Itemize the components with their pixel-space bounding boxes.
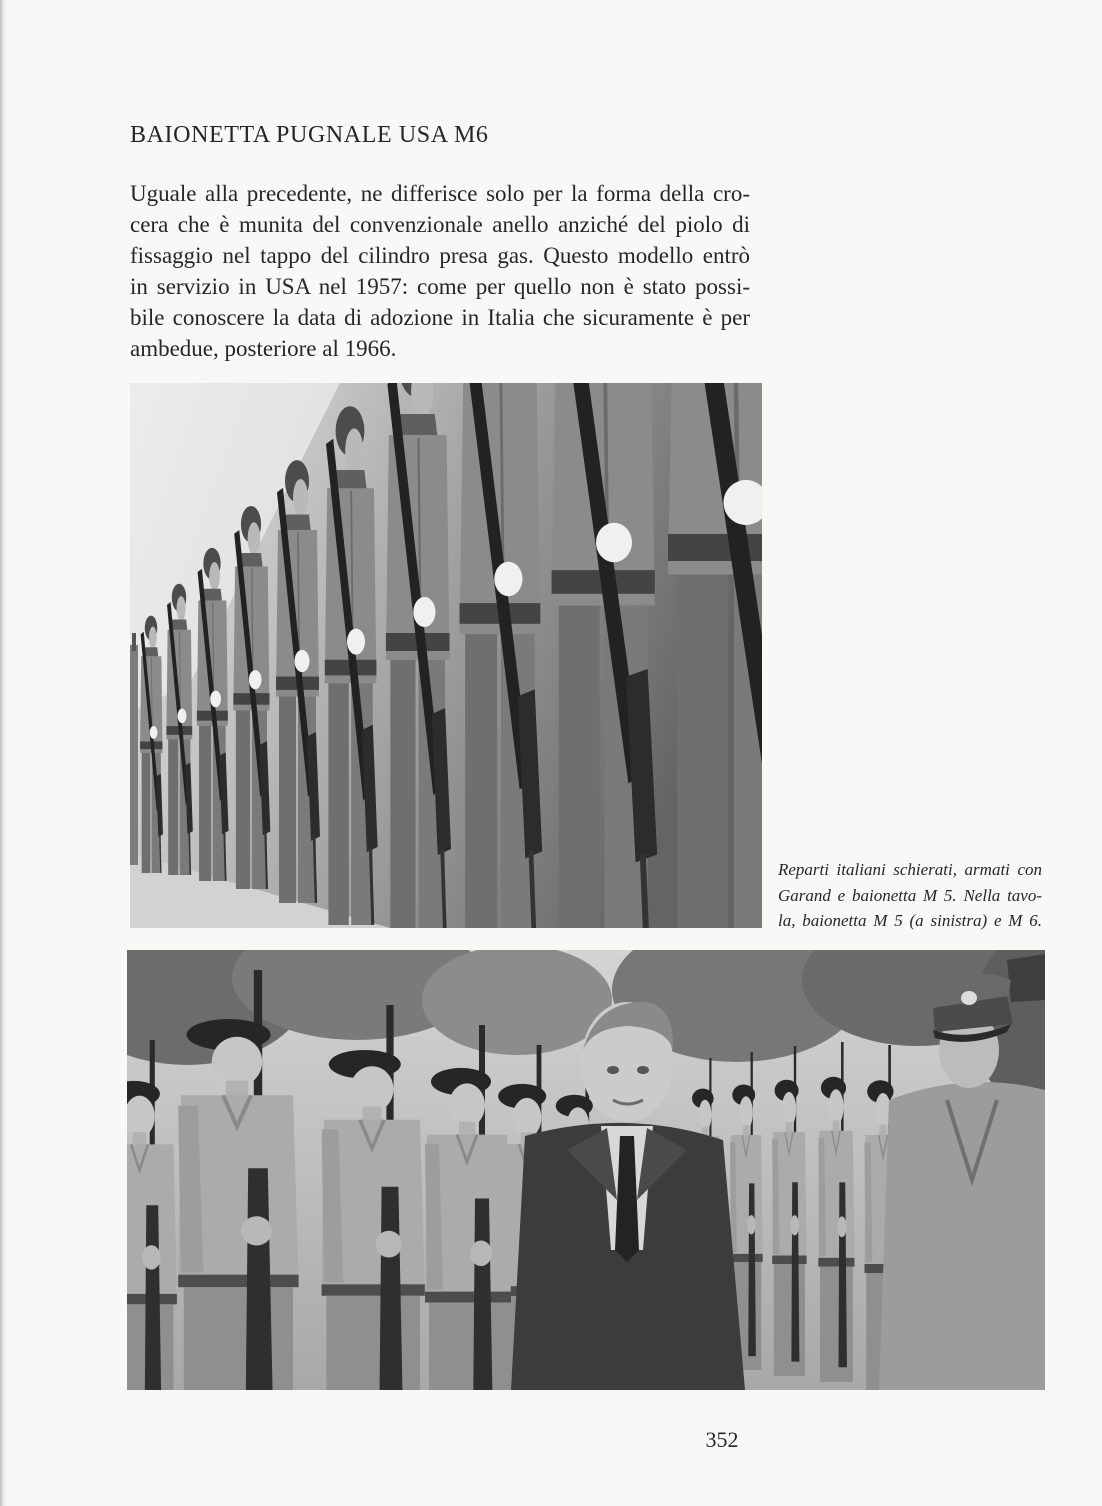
photo-caption [778, 857, 1042, 934]
paragraph-line: Uguale alla precedente, ne differisce solo per la forma della cro- [130, 181, 750, 206]
body-paragraph [130, 178, 750, 364]
distant-soldier-row [130, 633, 138, 865]
page-edge-shadow [0, 0, 7, 1506]
soldier-figure [668, 383, 762, 928]
photo-inspection-of-troops [127, 950, 1045, 1390]
paragraph-line: cera che è munita del convenzionale anello anziché del piolo di [130, 212, 750, 237]
paragraph-line: in servizio in USA nel 1957: come per quello non è stato possi- [130, 274, 750, 299]
paragraph-line: ambedue, posteriore al 1966. [130, 336, 397, 361]
soldier-figure [386, 383, 451, 928]
section-heading: BAIONETTA PUGNALE USA M6 [130, 122, 489, 148]
photo-inspection-of-troops-image [127, 950, 1045, 1390]
paragraph-line: bile conoscere la data di adozione in Italia che sicuramente è per [130, 305, 750, 330]
soldier-figure [552, 383, 658, 928]
photo-soldiers-in-line [130, 383, 762, 928]
caption-line: la, baionetta M 5 (a sinistra) e M 6. [778, 911, 1042, 930]
page-number: 352 [705, 1427, 739, 1452]
caption-line: Reparti italiani schierati, armati con [778, 860, 1042, 879]
soldier-figure [460, 383, 543, 928]
photo-soldiers-in-line-image [130, 383, 762, 928]
paragraph-line: fissaggio nel tappo del cilindro presa gas. Questo modello entrò [130, 243, 750, 268]
caption-line: Garand e baionetta M 5. Nella tavo- [778, 885, 1042, 905]
